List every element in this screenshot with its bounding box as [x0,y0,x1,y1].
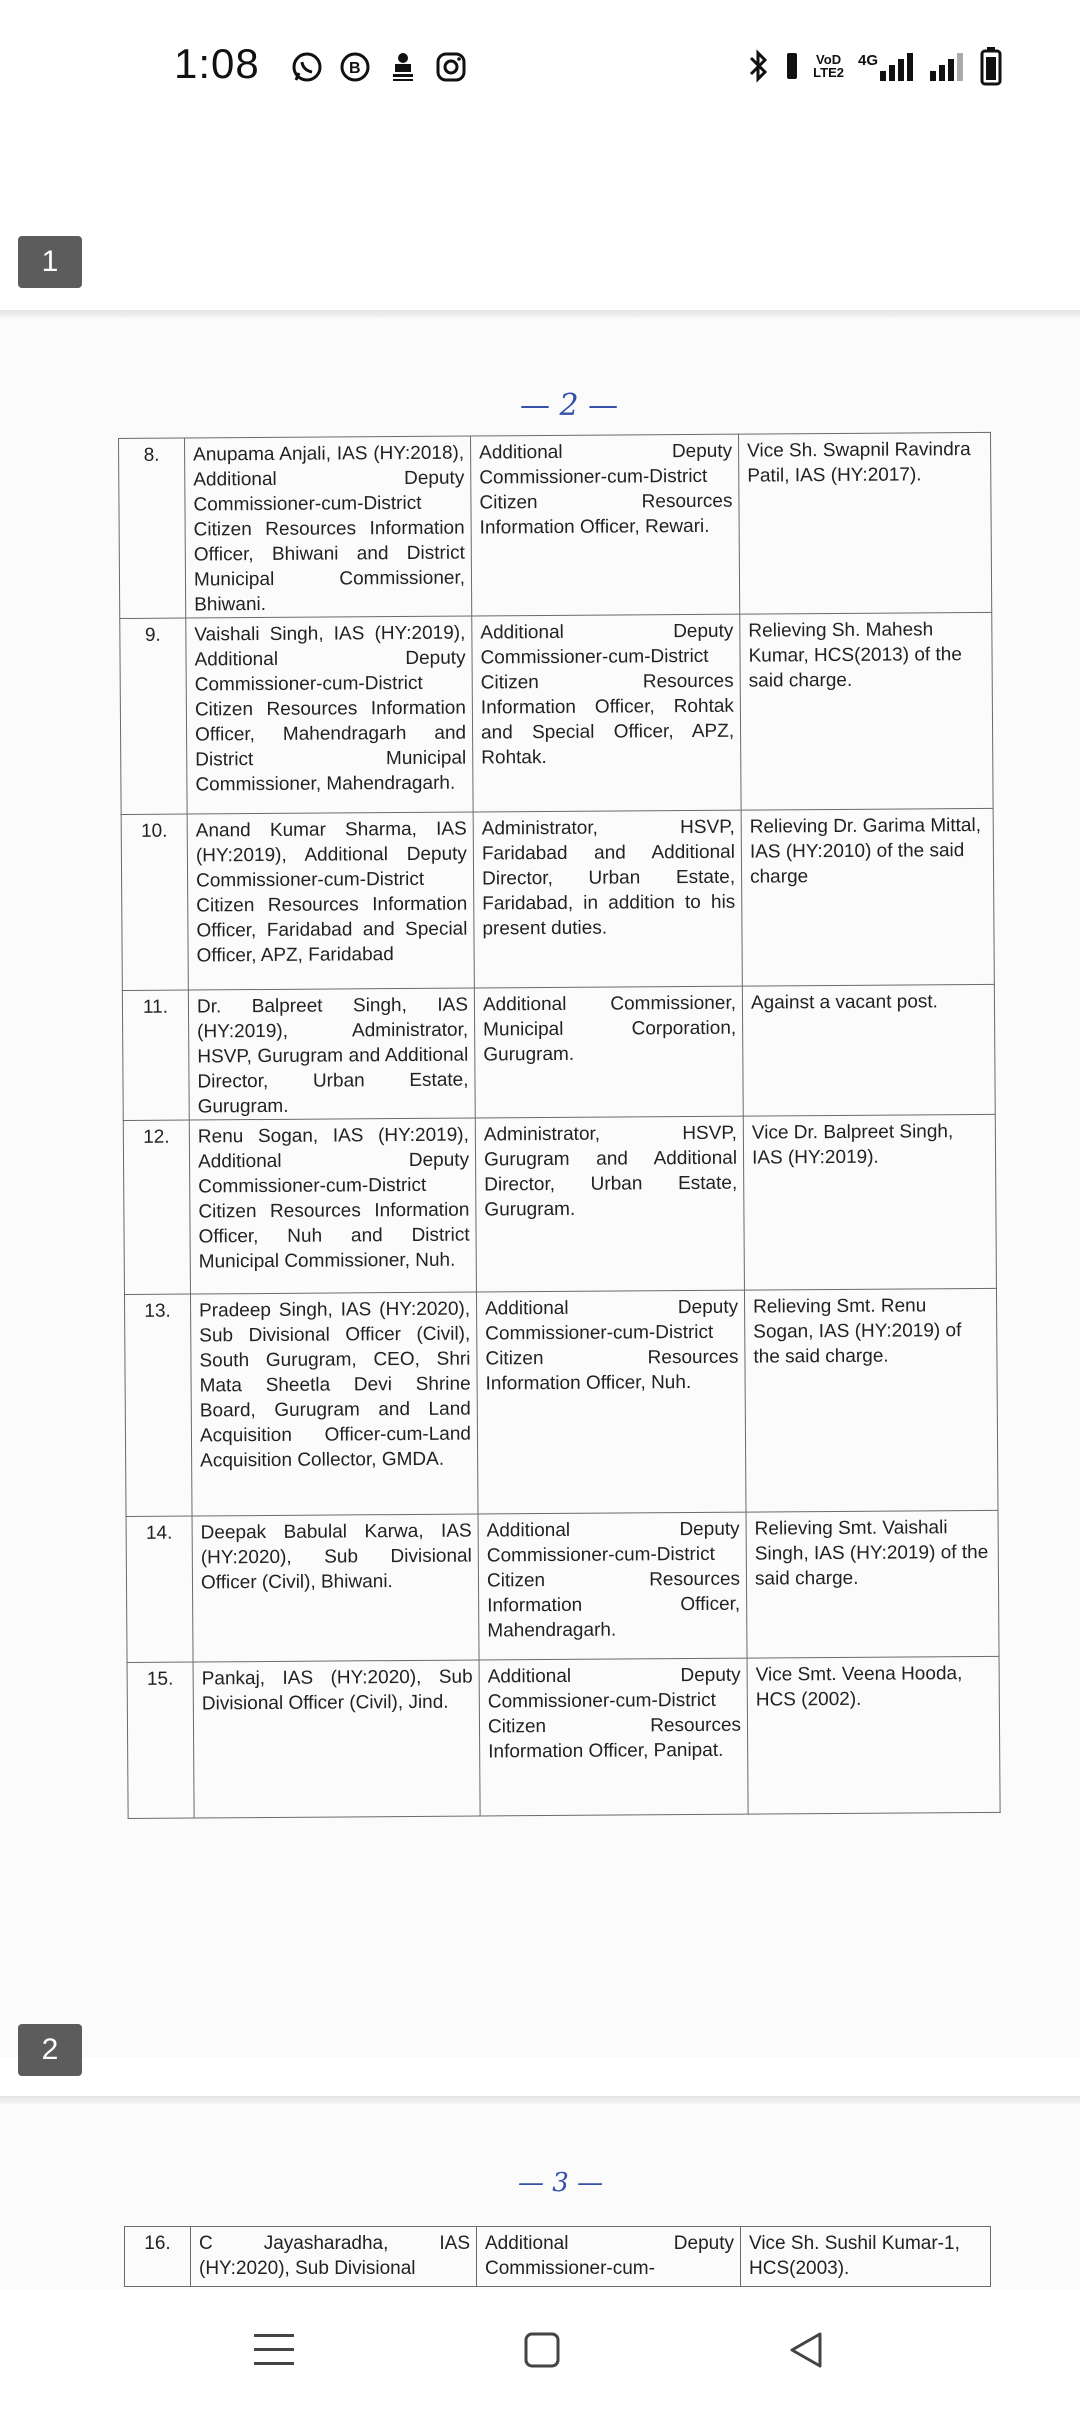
officer-details-cell: Pankaj, IAS (HY:2020), Sub Divisional Officer (Civil), Jind. [193,1660,480,1818]
back-icon[interactable] [776,2320,836,2380]
serial-number-cell: 9. [120,618,187,814]
government-emblem-icon [386,50,420,84]
menu-icon[interactable] [244,2320,304,2380]
remarks-cell: Against a vacant post. [742,984,995,1116]
volte-icon [813,48,844,84]
bluetooth-icon [745,48,771,84]
table-row [126,1510,999,1662]
new-posting-cell: Administrator, HSVP, Gurugram and Additional Director, Urban Estate, Gurugram. [475,1116,744,1292]
new-posting-cell: Administrator, HSVP, Faridabad and Additional Director, Urban Estate, Faridabad, in addition to his present duties. [473,810,742,988]
instagram-icon [434,50,468,84]
serial-number-cell: 8. [119,438,186,618]
officer-details-cell: Anupama Anjali, IAS (HY:2018), Additional Deputy Commissioner-cum-District Citizen Resources Information Officer, Bhiwani and District Municipal Commissioner, Bhiwani. [185,436,472,618]
posting-orders-table [124,2226,991,2287]
business-icon [338,50,372,84]
serial-number-cell: 10. [121,814,188,990]
officer-details-cell: Pradeep Singh, IAS (HY:2020), Sub Divisional Officer (Civil), South Gurugram, CEO, Shri Mata Sheetla Devi Shrine Board, Gurugram and Land Acquisition Officer-cum-Land Acquisition Collector, GMDA. [190,1292,478,1516]
table-row [123,1114,996,1294]
serial-number-cell: 14. [126,1516,193,1662]
officer-details-cell: Dr. Balpreet Singh, IAS (HY:2019), Administrator, HSVP, Gurugram and Additional Director, Urban Estate, Gurugram. [188,988,475,1120]
new-posting-cell: Additional Deputy Commissioner-cum-District Citizen Resources Information Officer, Rohtak and Special Officer, APZ, Rohtak. [472,614,741,812]
remarks-cell: Vice Sh. Swapnil Ravindra Patil, IAS (HY:2017). [738,432,991,614]
posting-orders-table [118,432,1001,1819]
remarks-cell: Relieving Smt. Renu Sogan, IAS (HY:2019) of the said charge. [744,1288,998,1512]
remarks-cell: Relieving Smt. Vaishali Singh, IAS (HY:2019) of the said charge. [746,1510,999,1658]
officer-details-cell: Renu Sogan, IAS (HY:2019), Additional Deputy Commissioner-cum-District Citizen Resources Information Officer, Nuh and District Municipal Commissioner, Nuh. [189,1118,476,1294]
table-row [121,808,994,990]
page-number-badge: 1 [18,236,82,288]
new-posting-cell: Additional Deputy Commissioner-cum-District Citizen Resources Information Officer, Nuh. [476,1290,746,1514]
status-time: 1:08 [174,40,260,87]
officer-details-cell: C Jayasharadha, IAS (HY:2020), Sub Divisional [191,2227,477,2287]
officer-details-cell: Anand Kumar Sharma, IAS (HY:2019), Additional Deputy Commissioner-cum-District Citizen Resources Information Officer, Faridabad and Special Officer, APZ, Faridabad [187,812,474,990]
svg-text:B: B [349,60,361,77]
signal-sim2-icon [930,48,966,84]
status-bar [0,0,1080,140]
serial-number-cell: 13. [124,1294,192,1516]
table-row [122,984,995,1120]
network-type-label: 4G [857,52,878,69]
new-posting-cell: Additional Deputy Commissioner-cum-District Citizen Resources Information Officer, Mahendragarh. [478,1512,747,1660]
battery-icon [980,48,1002,84]
table-row [120,612,993,814]
vibrate-icon [785,48,799,84]
table-row [125,2227,991,2287]
new-posting-cell: Additional Deputy Commissioner-cum-District Citizen Resources Information Officer, Panipat. [479,1658,748,1816]
volte-top-label: VoD [816,52,842,67]
remarks-cell: Relieving Dr. Garima Mittal, IAS (HY:2010) of the said charge [741,808,994,986]
handwritten-page-number: — 3 — [518,2168,604,2198]
remarks-cell: Vice Smt. Veena Hooda, HCS (2002). [747,1656,1000,1814]
remarks-cell: Vice Sh. Sushil Kumar-1, HCS(2003). [741,2227,991,2287]
signal-4g-icon [858,48,916,84]
serial-number-cell: 16. [125,2227,191,2287]
new-posting-cell: Additional Deputy Commissioner-cum- [477,2227,741,2287]
remarks-cell: Vice Dr. Balpreet Singh, IAS (HY:2019). [743,1114,996,1290]
new-posting-cell: Additional Deputy Commissioner-cum-District Citizen Resources Information Officer, Rewari. [470,434,739,616]
serial-number-cell: 11. [122,990,189,1120]
remarks-cell: Relieving Sh. Mahesh Kumar, HCS(2013) of the said charge. [740,612,993,810]
system-icons [745,48,1002,84]
officer-details-cell: Deepak Babulal Karwa, IAS (HY:2020), Sub Divisional Officer (Civil), Bhiwani. [192,1514,479,1662]
table-row [127,1656,1000,1818]
table-row [119,432,992,618]
serial-number-cell: 15. [127,1662,194,1818]
handwritten-page-number: — 2 — [520,388,619,423]
whatsapp-icon [290,50,324,84]
table-row [124,1288,998,1516]
home-icon[interactable] [512,2320,572,2380]
notification-icons [290,50,468,84]
page-separator [0,310,1080,318]
navigation-bar [0,2290,1080,2412]
serial-number-cell: 12. [123,1120,190,1294]
volte-bottom-label: LTE2 [813,65,844,80]
page-separator [0,2096,1080,2104]
new-posting-cell: Additional Commissioner, Municipal Corporation, Gurugram. [474,986,743,1118]
officer-details-cell: Vaishali Singh, IAS (HY:2019), Additional Deputy Commissioner-cum-District Citizen Resources Information Officer, Mahendragarh and District Municipal Commissioner, Mahendragarh. [186,616,473,814]
page-number-badge: 2 [18,2024,82,2076]
